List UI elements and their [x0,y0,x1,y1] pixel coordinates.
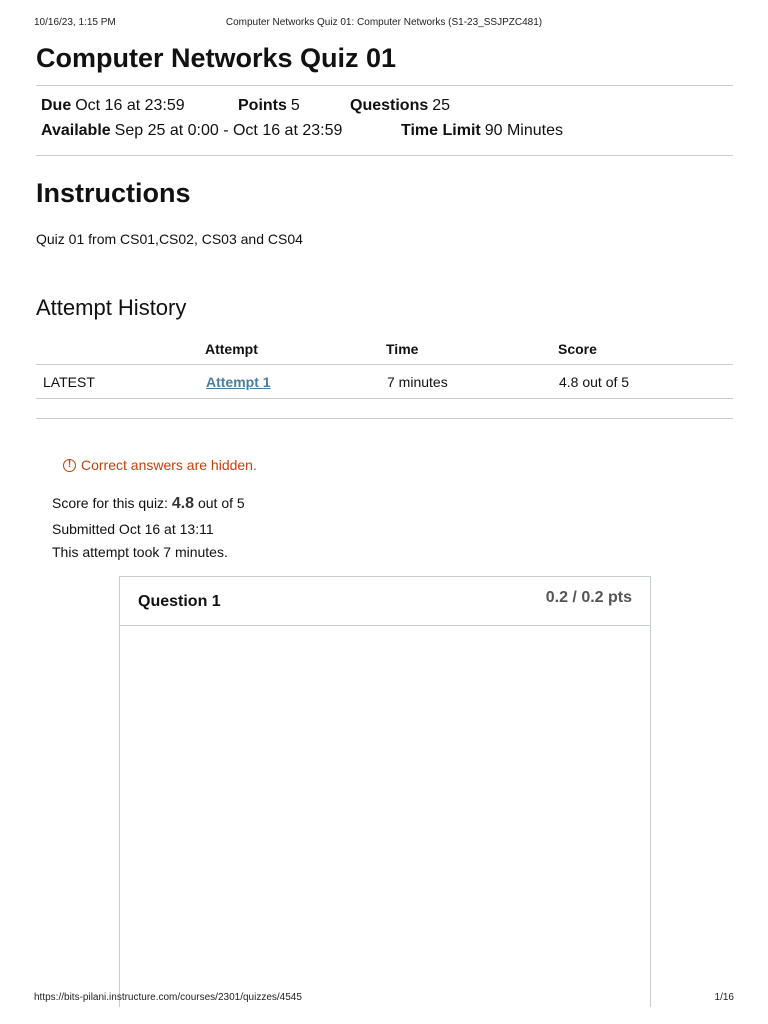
question-points: 0.2 / 0.2 pts [545,589,632,606]
quiz-content [36,40,733,419]
table-row [36,365,733,399]
print-header [0,17,768,31]
details-row-1 [41,97,450,115]
column-header [36,334,205,365]
print-doc-title: Computer Networks Quiz 01: Computer Networks (S1-23_SSJPZC481) [225,17,543,28]
answers-hidden-notice [63,457,257,473]
due-item [41,97,238,115]
attempt-1-link[interactable]: Attempt 1 [206,373,271,390]
details-row-2 [41,122,563,140]
questions-value: 25 [432,97,451,114]
score-prefix: Score for this quiz: [52,495,172,511]
available-value: Sep 25 at 0:00 - Oct 16 at 23:59 [114,122,343,139]
time-limit-value: 90 Minutes [484,122,563,139]
score-suffix: out of 5 [194,495,245,511]
points-item [238,97,350,115]
attempt-history-table [36,334,733,399]
available-item [41,122,401,140]
warning-circle-icon: ! [63,459,76,472]
print-page-number: 1/16 [714,992,734,1003]
question-title: Question 1 [138,593,221,610]
quiz-details [36,86,733,155]
questions-label: Questions [350,97,429,114]
instructions-text: Quiz 01 from CS01,CS02, CS03 and CS04 [36,231,303,247]
column-header-attempt: Attempt [205,334,386,365]
time-limit-item [401,122,563,140]
score-line [52,491,245,516]
points-value: 5 [290,97,300,114]
attempt-cell [205,365,386,399]
print-datetime: 10/16/23, 1:15 PM [34,17,116,28]
questions-item [350,97,450,115]
print-url: https://bits-pilani.instructure.com/courses/2301/quizzes/4545 [34,992,302,1003]
column-header-score: Score [558,334,733,365]
attempt-label: LATEST [36,365,205,399]
available-label: Available [41,122,111,139]
question-header [120,577,650,626]
attempt-history-title: Attempt History [36,295,187,320]
due-value: Oct 16 at 23:59 [75,97,185,114]
table-header-row [36,334,733,365]
attempt-score: 4.8 out of 5 [558,365,733,399]
submitted-line: Submitted Oct 16 at 13:11 [52,521,214,537]
notice-text: Correct answers are hidden. [81,457,257,473]
duration-line: This attempt took 7 minutes. [52,544,228,560]
due-label: Due [41,97,72,114]
points-label: Points [238,97,287,114]
score-value: 4.8 [171,495,195,512]
attempt-time: 7 minutes [386,365,558,399]
question-card [119,576,651,1007]
divider [36,418,733,419]
page-title: Computer Networks Quiz 01 [36,43,397,73]
time-limit-label: Time Limit [401,122,481,139]
column-header-time: Time [386,334,558,365]
instructions-title: Instructions [36,178,191,208]
quiz-summary [52,491,245,563]
